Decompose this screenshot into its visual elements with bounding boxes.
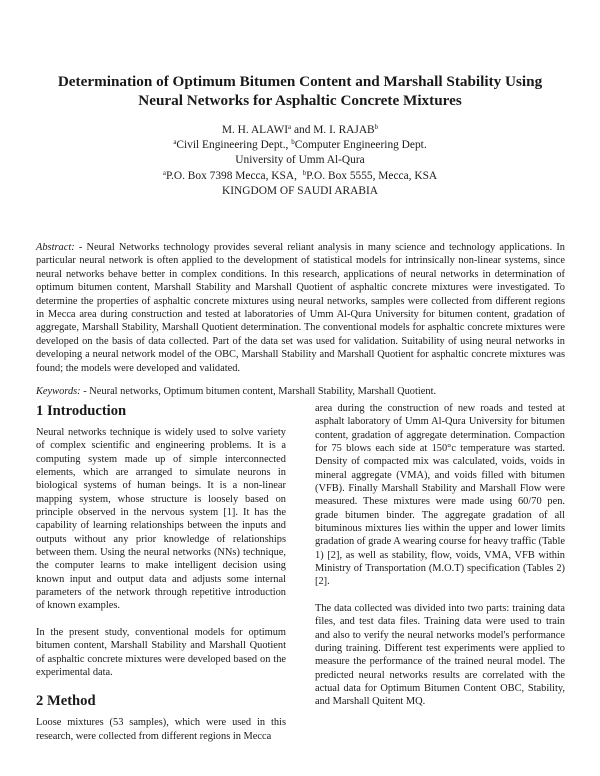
address-a: P.O. Box 7398 Mecca, KSA, <box>165 169 303 182</box>
intro-paragraph-1: Neural networks technique is widely used to solve variety of complex scientific and engineering problems. It is a computing system made up of simple interconnected elements, which are arranged to simulate neurons in biological systems of human beings. It is a non-linear mapping system, whose structure is loosely based on principle observed in the nervous system [1]. It has the capability of learning relationships between the inputs and outputs without any prior knowledge of relationships between them. Using the neural networks (NNs) technique, the computer learns to make intelligent decision using known input and output data and adjusts some internal parameters of the network through repetitive introduction of known examples. <box>36 427 286 612</box>
address-b: P.O. Box 5555, Mecca, KSA <box>306 169 438 182</box>
intro-paragraph-2: In the present study, conventional models for optimum bitumen content, Marshall Stability and Marshall Quotient of asphaltic concrete mixtures were developed based on the experimental data. <box>36 626 286 678</box>
title-line-2: Neural Networks for Asphaltic Concrete Mixtures <box>138 92 462 109</box>
author-1-affil: a <box>288 123 292 131</box>
abstract-label: Abstract: <box>36 242 75 253</box>
country: KINGDOM OF SAUDI ARABIA <box>222 184 378 197</box>
abstract <box>36 241 565 375</box>
abstract-text: - Neural Networks technology provides several reliant analysis in many science and technology applications. In particular neural network is often applied to the development of statistical models for intrinsically non-linear systems, since neural networks behave better in complex conditions. In this research, applications of neural networks in determination of optimum bitumen content, Marshall Stability and Marshall Quotient of asphaltic concrete mixtures were investigated. To determine the properties of asphaltic concrete mixtures using neural networks, samples were collected from different regions in Mecca area during construction and tested at laboratories of Umm Al-Qura University for bitumen content, gradation of aggregate, Marshall Stability, Marshall Quotient determination. The conventional models for asphaltic concrete mixtures were developed on the basis of data collected. Part of the data set was used for validation. Suitability of using neural networks in developing a neural network model of the OBC, Marshall Stability and Marshall Quotient for asphaltic concrete mixtures was found; the models were developed and validated. <box>36 242 565 374</box>
university: University of Umm Al-Qura <box>235 154 365 167</box>
author-1: M. H. ALAWI <box>221 124 288 136</box>
title-line-1: Determination of Optimum Bitumen Content and Marshall Stability Using <box>57 73 543 90</box>
addr-a-affil: a <box>162 168 166 177</box>
dept-b-affil: b <box>291 138 295 147</box>
keywords-label: Keywords: <box>36 386 81 398</box>
addresses <box>100 169 500 184</box>
paper-title <box>30 72 570 110</box>
right-column <box>315 402 565 722</box>
method-paragraph-2: The data collected was divided into two parts: training data files, and test data files. Training data were used to train and also to verify the neural networks model's performance during training. Different test experiments were applied to measure the performance of the trained neural model. The predicted neural networks results are correlated with the actual data for Optimum Bitumen Content OBC, Stability, and Marshall Quitent MQ. <box>315 602 565 708</box>
author-and: and <box>291 124 314 136</box>
abstract-block <box>36 241 565 398</box>
section-heading-method: 2 Method <box>36 693 96 710</box>
left-column <box>36 402 286 756</box>
method-paragraph-1-cont: area during the construction of new roads and tested at asphalt laboratory of Umm Al-Qura University for bitumen content, gradation of aggregate determination. Compaction for 75 blows each side at 150°c temperature was started. Density of compacted mix was calculated, voids, voids in mineral aggregate (VMA), and voids filled with bitumen (VFB). Finally Marshall Stability and Marshall Flow were measured. These mixtures were made using 60/70 pen. grade bitumen binder. The aggregate gradation of all bituminous mixtures lies within the upper and lower limits gradation of grade A wearing course for heavy traffic (Table 1) [2], as well as stability, flow, voids, VMA, VFB within Ministry of Transportation (M.O.T) specification (Tables 2) [2]. <box>315 403 565 588</box>
dept-b: Computer Engineering Dept. <box>294 139 427 152</box>
departments <box>100 138 500 153</box>
addr-b-affil: b <box>302 168 307 177</box>
author-names <box>100 123 500 138</box>
section-heading-introduction: 1 Introduction <box>36 403 127 419</box>
dept-a: Civil Engineering Dept., <box>176 139 292 152</box>
keywords-text: - Neural networks, Optimum bitumen content, Marshall Stability, Marshall Quotient. <box>80 386 437 398</box>
author-2: M. I. RAJAB <box>313 124 375 136</box>
author-2-affil: b <box>374 123 379 131</box>
method-paragraph-1: Loose mixtures (53 samples), which were used in this research, were collected from different regions in Mecca <box>36 717 286 742</box>
keywords <box>36 385 565 398</box>
dept-a-affil: a <box>173 138 177 147</box>
author-block <box>100 123 500 199</box>
